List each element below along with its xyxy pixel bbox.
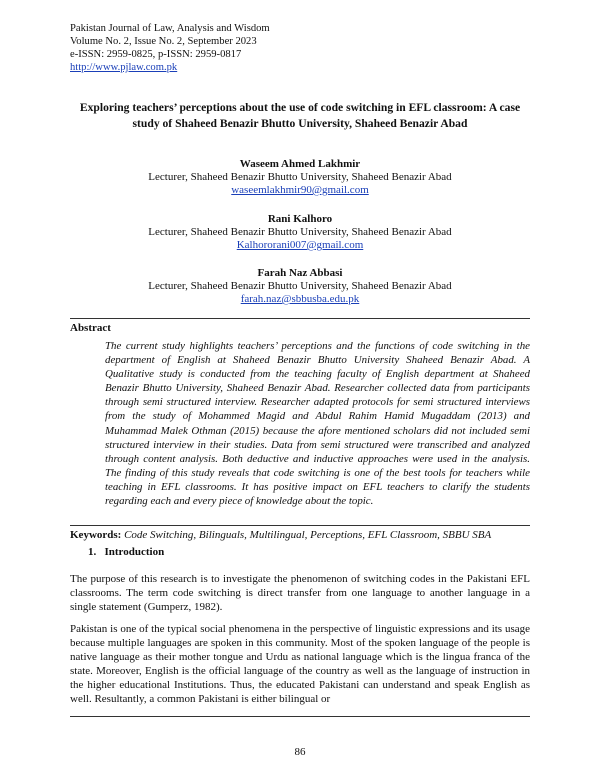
journal-issue: Volume No. 2, Issue No. 2, September 2023 [70,36,257,47]
section-heading-introduction: 1. Introduction [88,546,165,558]
abstract-top-rule [70,318,530,319]
footer-rule [70,716,530,717]
author-block-3 [70,267,530,306]
author-block-2 [70,213,530,252]
author-block-1 [70,158,530,197]
title-line-2: study of Shaheed Benazir Bhutto University, Shaheed Benazir Abad [132,117,468,130]
author-affiliation: Lecturer, Shaheed Benazir Bhutto University, Shaheed Benazir Abad [148,226,452,238]
author-email-link[interactable]: Kalhororani007@gmail.com [236,239,364,251]
author-affiliation: Lecturer, Shaheed Benazir Bhutto University, Shaheed Benazir Abad [148,280,452,292]
keywords-line [70,529,491,541]
author-name: Waseem Ahmed Lakhmir [239,158,361,170]
body-paragraph-2: Pakistan is one of the typical social phenomena in the perspective of linguistic expressions and its usage because multiple languages are spoken in this community. Most of the spoken language of the people is native language as their mother tongue and Urdu as national language which is the lingua franca of the state. Moreover, English is the official language of the country as well as the language of instruction in the higher educational Institutions. Thus, the educated Pakistani can understand and speak English as well. Resultantly, a common Pakistani is either bilingual or [70,623,530,706]
abstract-heading: Abstract [70,322,111,334]
title-line-1: Exploring teachers’ perceptions about the use of code switching in EFL classroom: A case [79,101,521,114]
keywords-label: Keywords: [70,529,122,541]
keywords-list: Code Switching, Bilinguals, Multilingual, Perceptions, EFL Classroom, SBBU SBA [124,529,492,541]
journal-name: Pakistan Journal of Law, Analysis and Wisdom [70,23,270,34]
author-affiliation: Lecturer, Shaheed Benazir Bhutto University, Shaheed Benazir Abad [148,171,452,183]
journal-header [70,22,270,74]
body-paragraph-1: The purpose of this research is to investigate the phenomenon of switching codes in the Pakistani EFL classrooms. The term code switching is direct transfer from one language to another language in a single statement (Gumperz, 1982). [70,573,530,614]
journal-url-link[interactable]: http://www.pjlaw.com.pk [70,62,178,73]
paper-title [70,100,530,132]
author-name: Farah Naz Abbasi [257,267,343,279]
author-email-link[interactable]: waseemlakhmir90@gmail.com [231,184,369,196]
abstract-bottom-rule [70,525,530,526]
author-name: Rani Kalhoro [267,213,333,225]
abstract-text: The current study highlights teachers’ perceptions and the functions of code switching in the department of English at Shaheed Benazir Bhutto University Shaheed Benazir Abad. A Qualitative study is conducted from the teaching faculty of English department at Shaheed Benazir Bhutto University, Shaheed Benazir Abad. Researcher collected data from participants through semi structured interview. Researcher adapted protocols for semi structured interviews from the study of Mohammed Magid and Abdul Rahim Hamid Mugaddam (2013) and Muhammad Malek Othman (2015) because the afore mentioned scholars did not included semi structured interview in their studies. Data from semi structured were transcribed and analyzed through content analysis. Both deductive and inductive approaches were used in the analysis. The finding of this study reveals that code switching is one of the best tools for teachers while teaching in EFL classrooms. It has positive impact on EFL teachers to clarify the students regarding each and every piece of knowledge about the topic. [105,340,530,508]
page-number: 86 [294,746,306,758]
journal-issn: e-ISSN: 2959-0825, p-ISSN: 2959-0817 [70,49,242,60]
author-email-link[interactable]: farah.naz@sbbusba.edu.pk [240,293,360,305]
